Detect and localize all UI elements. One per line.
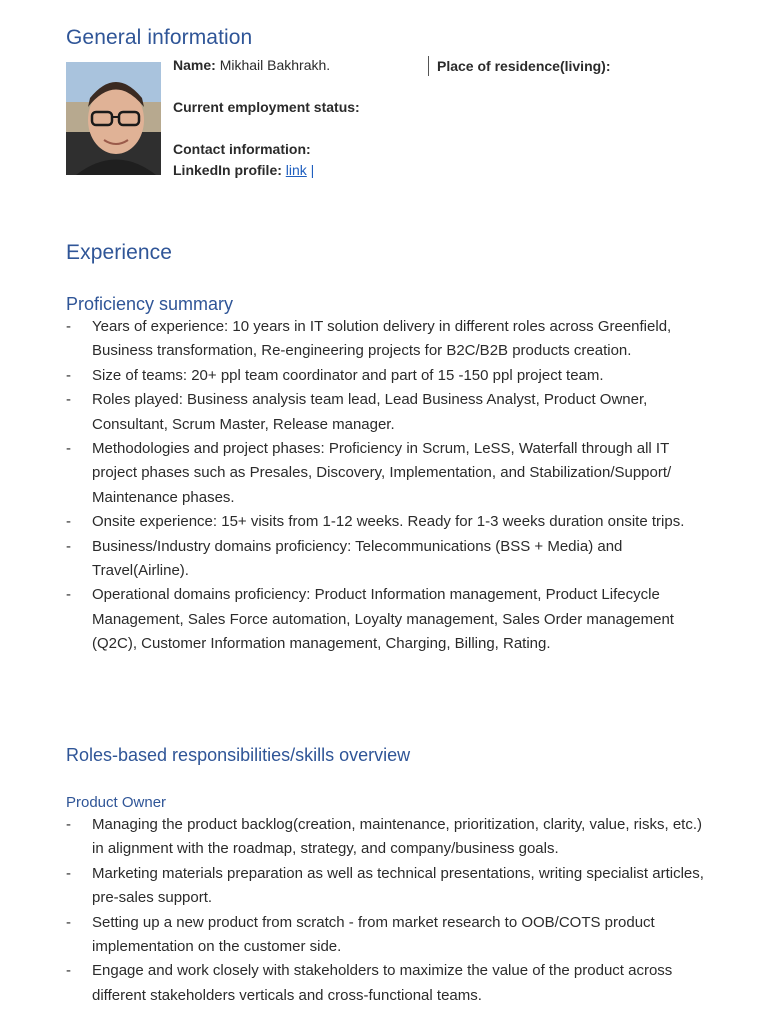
list-item-text: Methodologies and project phases: Proficiency in Scrum, LeSS, Waterfall through all IT project phases such as Presales, Discovery, Implementation, and Stabilization/Support/ Maintenance phases. — [92, 440, 672, 506]
residence-label: Place of residence(living): — [428, 56, 611, 76]
linkedin-link[interactable]: link — [285, 162, 307, 178]
list-item — [66, 911, 706, 960]
list-item — [66, 388, 706, 437]
proficiency-summary-heading: Proficiency summary — [66, 294, 234, 314]
linkedin-label: LinkedIn profile: — [173, 162, 282, 178]
bullet-dash: - — [66, 913, 71, 931]
bullet-dash: - — [66, 962, 71, 980]
list-item-text: Engage and work closely with stakeholders to maximize the value of the product across different stakeholders verticals and cross-functional teams. — [92, 962, 673, 1004]
contact-line — [173, 141, 311, 157]
bullet-dash: - — [66, 586, 71, 604]
bullet-dash: - — [66, 318, 71, 335]
name-value: Mikhail Bakhrakh. — [219, 57, 331, 73]
experience-heading: Experience — [66, 241, 173, 264]
list-item — [66, 364, 706, 388]
product-owner-list — [66, 813, 706, 1008]
employment-line — [173, 99, 360, 115]
general-information-heading: General information — [66, 26, 253, 49]
profile-photo — [66, 62, 161, 175]
bullet-dash: - — [66, 366, 71, 384]
name-label: Name: — [173, 57, 216, 73]
product-owner-heading: Product Owner — [66, 794, 167, 811]
employment-label: Current employment status: — [173, 99, 360, 115]
roles-heading: Roles-based responsibilities/skills overview — [66, 745, 411, 765]
list-item — [66, 959, 706, 1008]
list-item-text: Onsite experience: 15+ visits from 1-12 weeks. Ready for 1-3 weeks duration onsite trips. — [92, 513, 685, 531]
list-item-text: Size of teams: 20+ ppl team coordinator and part of 15 -150 ppl project team. — [92, 366, 604, 384]
list-item-text: Marketing materials preparation as well as technical presentations, writing specialist articles, pre-sales support. — [92, 864, 704, 907]
name-line — [173, 57, 330, 73]
linkedin-line: LinkedIn profile: link | — [173, 162, 315, 178]
list-item-text: Operational domains proficiency: Product Information management, Product Lifecycle Management, Sales Force automation, Loyalty management, Sales Order management (Q2C), Customer Information management, Charging, Billing, Rating. — [92, 586, 674, 653]
person-photo-icon — [66, 62, 161, 175]
list-item — [66, 315, 706, 364]
list-item-text: Roles played: Business analysis team lead, Lead Business Analyst, Product Owner, Consultant, Scrum Master, Release manager. — [92, 391, 648, 433]
bullet-dash: - — [66, 537, 71, 555]
bullet-dash: - — [66, 513, 71, 531]
contact-label: Contact information: — [173, 141, 311, 157]
list-item — [66, 535, 706, 584]
bullet-dash: - — [66, 816, 71, 833]
bullet-dash: - — [66, 864, 71, 882]
bullet-dash: - — [66, 391, 71, 409]
list-item — [66, 862, 706, 911]
list-item — [66, 813, 706, 862]
list-item-text: Business/Industry domains proficiency: Telecommunications (BSS + Media) and Travel(Airline). — [92, 537, 623, 580]
list-item-text: Years of experience: 10 years in IT solution delivery in different roles across Greenfield, Business transformation, Re-engineering projects for B2C/B2B products creation. — [92, 318, 672, 360]
bullet-dash: - — [66, 440, 71, 458]
list-item — [66, 510, 706, 534]
list-item-text: Managing the product backlog(creation, maintenance, prioritization, clarity, value, risks, etc.) in alignment with the roadmap, strategy, and company/business goals. — [92, 816, 703, 858]
list-item — [66, 437, 706, 510]
list-item — [66, 583, 706, 656]
proficiency-list — [66, 315, 706, 657]
list-item-text: Setting up a new product from scratch - from market research to OOB/COTS product implementation on the customer side. — [92, 913, 655, 956]
